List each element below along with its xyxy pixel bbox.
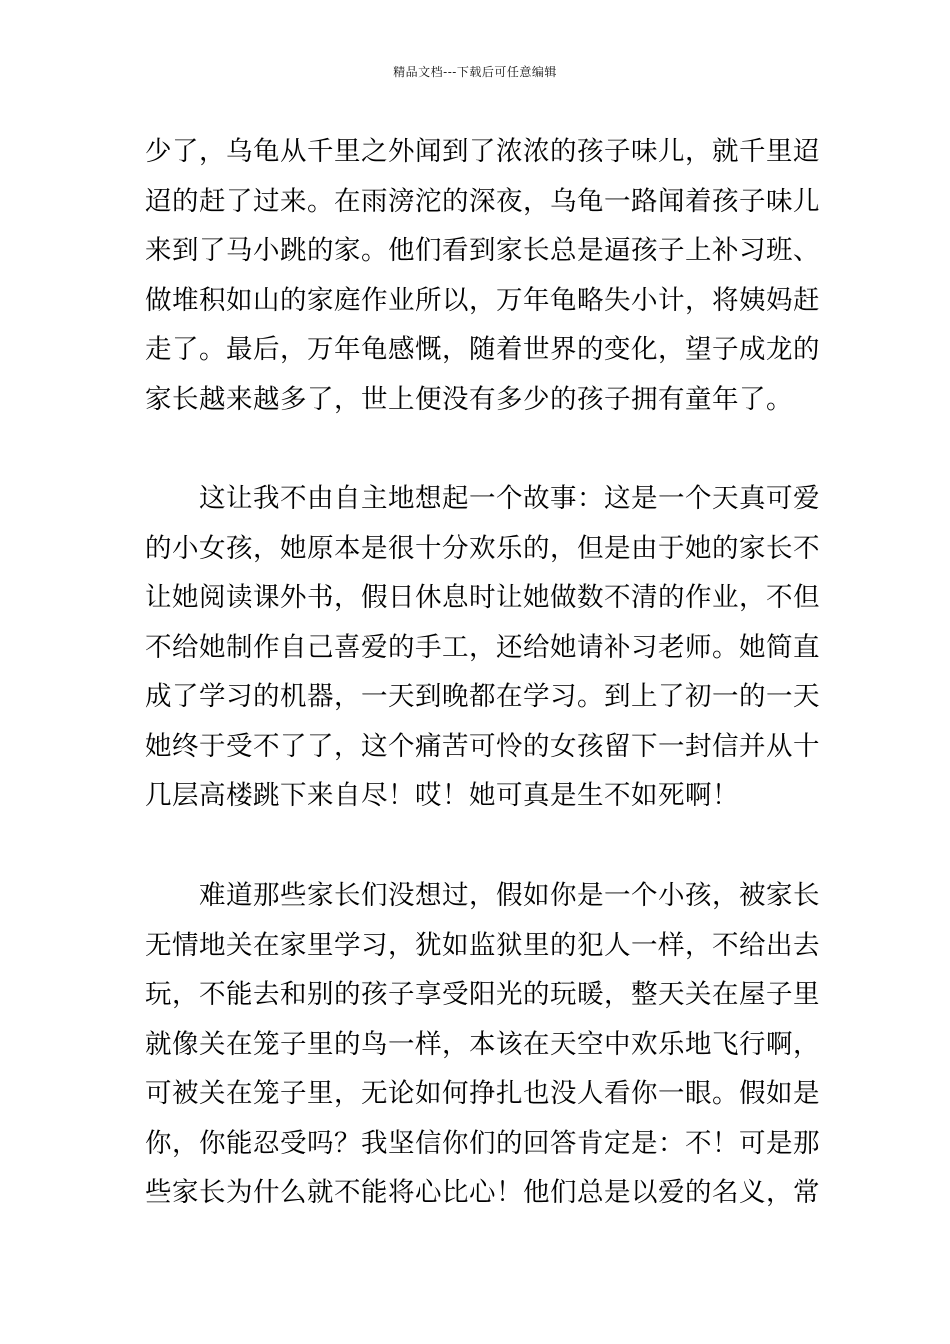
paragraph-line: 做堆积如山的家庭作业所以，万年龟略失小计，将姨妈赶 (145, 284, 820, 316)
paragraph-line: 她终于受不了了，这个痛苦可怜的女孩留下一封信并从十 (145, 730, 820, 762)
paragraph-line: 让她阅读课外书，假日休息时让她做数不清的作业，不但 (145, 582, 820, 613)
paragraph-line: 可被关在笼子里，无论如何挣扎也没人看你一眼。假如是 (145, 1078, 820, 1109)
paragraph-line: 走了。最后，万年龟感慨，随着世界的变化，望子成龙的 (145, 334, 820, 365)
paragraph-line: 难道那些家长们没想过，假如你是一个小孩，被家长 (145, 880, 820, 911)
paragraph-1 (145, 127, 820, 424)
paragraph-line: 家长越来越多了，世上便没有多少的孩子拥有童年了。 (145, 383, 793, 415)
paragraph-line: 玩，不能去和别的孩子享受阳光的玩暖，整天关在屋子里 (145, 979, 820, 1010)
paragraph-line: 的小女孩，她原本是很十分欢乐的，但是由于她的家长不 (145, 532, 820, 564)
paragraph-3 (145, 871, 820, 1218)
paragraph-line: 你，你能忍受吗？我坚信你们的回答肯定是：不！可是那 (145, 1127, 820, 1159)
paragraph-line: 几层高楼跳下来自尽！哎！她可真是生不如死啊！ (145, 780, 739, 811)
page-header: 精品文档---下载后可任意编辑 (393, 65, 557, 79)
paragraph-line: 这让我不由自主地想起一个故事：这是一个天真可爱 (145, 483, 820, 514)
paragraph-line: 不给她制作自己喜爱的手工，还给她请补习老师。她简直 (145, 631, 820, 663)
paragraph-line: 些家长为什么就不能将心比心！他们总是以爱的名义，常 (145, 1177, 820, 1208)
paragraph-line: 迢的赶了过来。在雨滂沱的深夜，乌龟一路闻着孩子味儿 (145, 185, 820, 217)
paragraph-line: 少了，乌龟从千里之外闻到了浓浓的孩子味儿，就千里迢 (145, 136, 820, 167)
paragraph-line: 成了学习的机器，一天到晚都在学习。到上了初一的一天 (145, 681, 820, 712)
paragraph-line: 来到了马小跳的家。他们看到家长总是逼孩子上补习班、 (145, 235, 820, 266)
paragraph-line: 无情地关在家里学习，犹如监狱里的犯人一样，不给出去 (145, 929, 820, 961)
paragraph-2 (145, 474, 820, 821)
paragraph-line: 就像关在笼子里的鸟一样，本该在天空中欢乐地飞行啊， (145, 1028, 820, 1060)
